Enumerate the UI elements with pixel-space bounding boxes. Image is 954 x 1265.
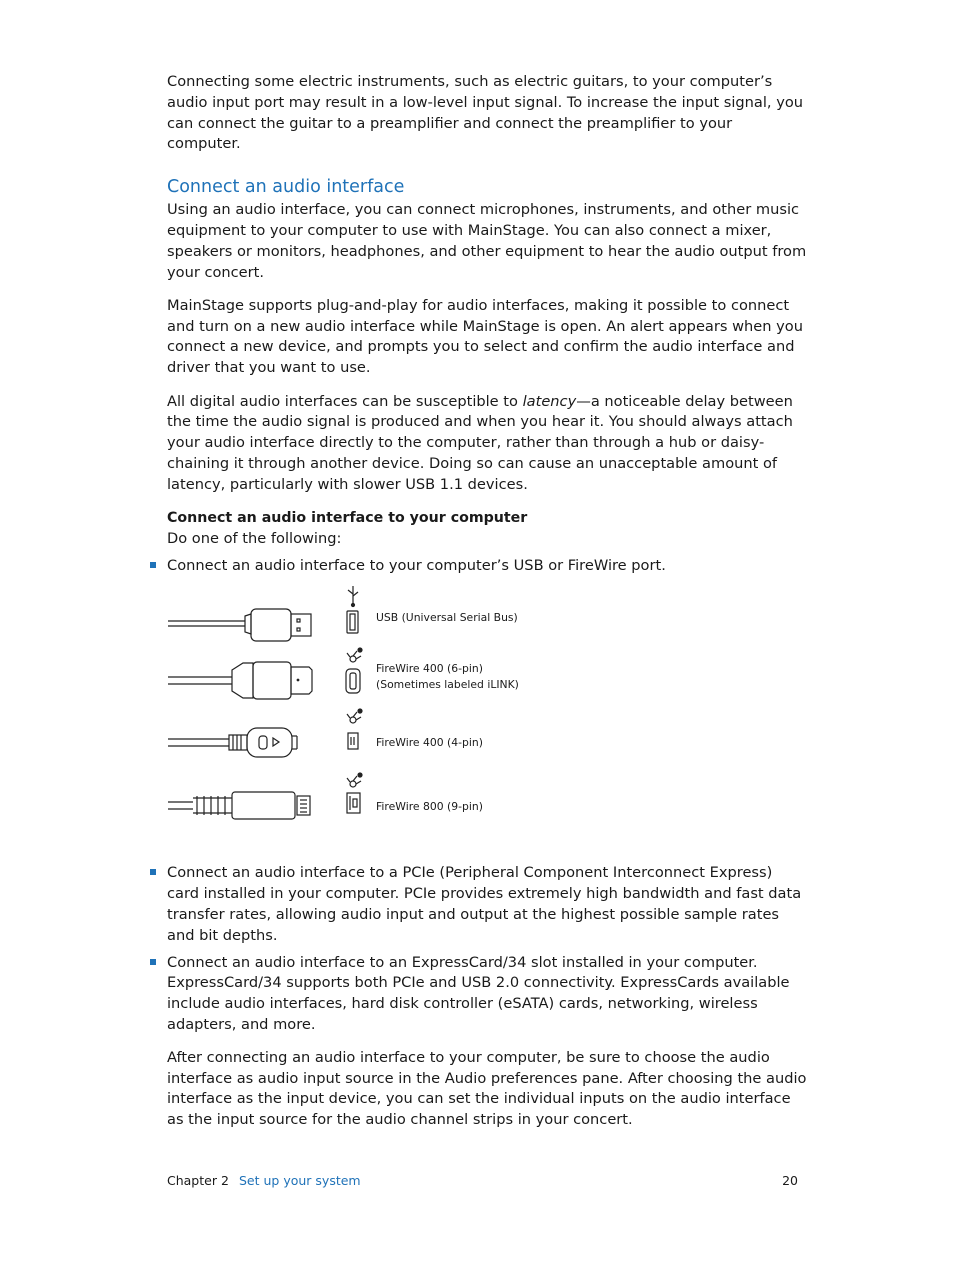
firewire-400-6pin-port-icon (346, 669, 360, 693)
page-content (167, 72, 807, 1131)
bullet-text: Connect an audio interface to a PCIe (Peripheral Component Interconnect Express) card installed in your computer. PCIe provides extremely high bandwidth and fast data transfer rates, allowing audio input and output at the highest possible sample rates and bit depths. (167, 864, 802, 944)
bullet-item (167, 556, 807, 577)
bullet-item (167, 863, 807, 946)
paragraph-latency (167, 392, 807, 496)
firewire-800-label: FireWire 800 (9-pin) (376, 800, 483, 814)
usb-symbol-icon (348, 586, 358, 607)
bullet-marker (150, 869, 156, 875)
bullet-item (167, 953, 807, 1036)
intro-paragraph: Connecting some electric instruments, such as electric guitars, to your computer’s audio input port may result in a low-level input signal. To increase the input signal, you can connect the guitar to a preamplifier and connect the preamplifier to your computer. (167, 73, 804, 153)
firewire-symbol-icon-2 (347, 709, 362, 723)
firewire-symbol-icon-3 (347, 773, 362, 787)
firewire-800-plug-drawing (168, 792, 310, 819)
bullet-text: Connect an audio interface to your computer’s USB or FireWire port. (167, 556, 666, 574)
bullet-text: Connect an audio interface to an ExpressCard/34 slot installed in your computer. ExpressCard/34 supports both PCIe and USB 2.0 connectivity. ExpressCards available include audio interfaces, hard disk controller (eSATA) cards, networking, wireless adapters, and more. (167, 953, 790, 1034)
firewire-400-4pin-port-icon (348, 733, 358, 749)
connector-diagram (167, 580, 807, 857)
section-heading: Connect an audio interface (167, 177, 405, 198)
latency-term: latency (522, 392, 577, 410)
bullet-marker (150, 959, 156, 965)
task-intro: Do one of the following: (167, 529, 342, 547)
latency-text-before: All digital audio interfaces can be susceptible to (167, 392, 523, 410)
footer-chapter-title-link[interactable]: Set up your system (239, 1173, 361, 1188)
usb-plug-drawing (168, 609, 311, 641)
bullet-marker (150, 562, 156, 568)
firewire-symbol-icon (347, 648, 362, 662)
closing-paragraph: After connecting an audio interface to your computer, be sure to choose the audio interface as audio input source in the Audio preferences pane. After choosing the audio interface as the input device, you can set the individual inputs on the audio interface as the input source for the audio channel strips in your concert. (167, 1048, 807, 1129)
paragraph-plug-and-play: MainStage supports plug-and-play for audio interfaces, making it possible to connect and turn on a new audio interface while MainStage is open. An alert appears when you connect a new device, and prompts you to select and confirm the audio interface and driver that you want to use. (167, 296, 803, 377)
latency-text-after: —a noticeable delay between the time the audio signal is produced and when you hear it. You should always attach your audio interface directly to the computer, rather than through a hub or daisy-chaining it through another device. Doing so can cause an unacceptable amount of latency, particularly with slower USB 1.1 devices. (167, 392, 793, 493)
footer-chapter: Chapter 2 (167, 1173, 229, 1188)
firewire-400-6pin-label: FireWire 400 (6-pin) (376, 662, 483, 676)
page-number: 20 (782, 1173, 798, 1188)
firewire-400-4pin-plug-drawing (168, 728, 297, 757)
task-title: Connect an audio interface to your computer (167, 510, 528, 527)
usb-label: USB (Universal Serial Bus) (376, 611, 518, 625)
paragraph-audio-interface: Using an audio interface, you can connect microphones, instruments, and other music equipment to your computer to use with MainStage. You can also connect a mixer, speakers or monitors, headphones, and other equipment to hear the audio output from your concert. (167, 201, 807, 281)
firewire-800-port-icon (347, 793, 360, 813)
usb-port-icon (347, 611, 358, 633)
firewire-400-4pin-label: FireWire 400 (4-pin) (376, 736, 483, 750)
firewire-400-6pin-sublabel: (Sometimes labeled iLINK) (376, 678, 519, 692)
firewire-400-6pin-plug-drawing (168, 662, 312, 699)
